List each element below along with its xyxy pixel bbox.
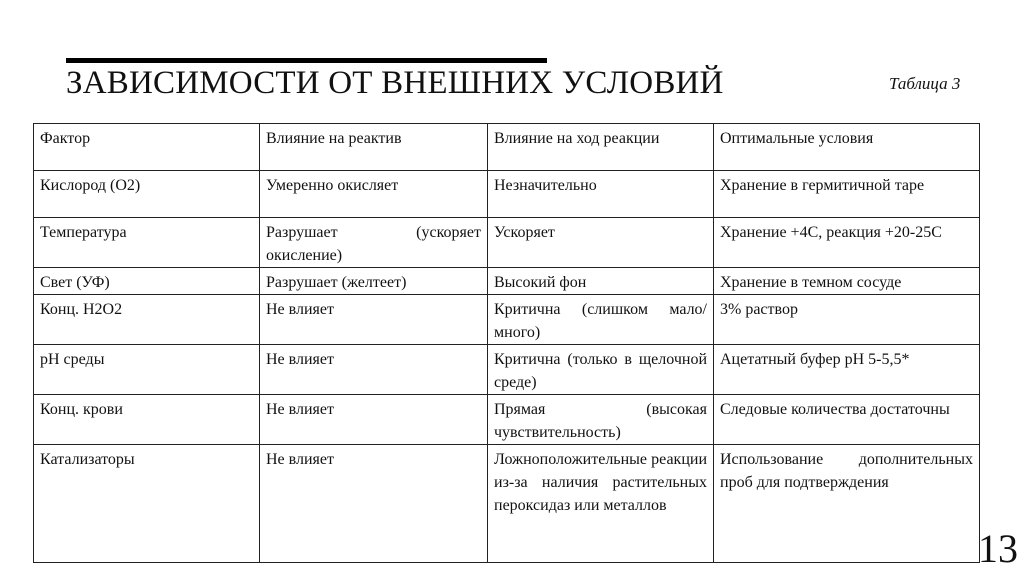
table-row bbox=[34, 345, 980, 395]
table-row bbox=[34, 268, 980, 295]
table-row bbox=[34, 218, 980, 268]
table-cell: Хранение +4С, реакция +20-25С bbox=[714, 218, 980, 268]
table-cell: Критична (только в щелочной среде) bbox=[488, 345, 714, 395]
table-cell: pH среды bbox=[34, 345, 260, 395]
table-cell: Не влияет bbox=[260, 395, 488, 445]
header-cell: Влияние на реактив bbox=[260, 124, 488, 171]
table-cell: 3% раствор bbox=[714, 295, 980, 345]
table-cell: Использование дополнительных проб для подтверждения bbox=[714, 445, 980, 563]
table-cell: Конц. крови bbox=[34, 395, 260, 445]
table-cell: Незначительно bbox=[488, 171, 714, 218]
table-cell: Не влияет bbox=[260, 445, 488, 563]
table-cell: Высокий фон bbox=[488, 268, 714, 295]
table-cell: Катализаторы bbox=[34, 445, 260, 563]
table-cell: Критична (слишком мало/много) bbox=[488, 295, 714, 345]
table-cell: Не влияет bbox=[260, 295, 488, 345]
table-cell: Температура bbox=[34, 218, 260, 268]
page-number: 13 bbox=[978, 526, 1018, 571]
table-cell: Кислород (О2) bbox=[34, 171, 260, 218]
table-row bbox=[34, 445, 980, 563]
table-cell: Ацетатный буфер pH 5-5,5* bbox=[714, 345, 980, 395]
table-cell: Свет (УФ) bbox=[34, 268, 260, 295]
table-cell: Ускоряет bbox=[488, 218, 714, 268]
table-cell: Прямая (высокая чувствительность) bbox=[488, 395, 714, 445]
table-cell: Не влияет bbox=[260, 345, 488, 395]
table-cell: Разрушает (желтеет) bbox=[260, 268, 488, 295]
table-label: Таблица 3 bbox=[889, 74, 961, 93]
table-cell: Умеренно окисляет bbox=[260, 171, 488, 218]
page-title: ЗАВИСИМОСТИ ОТ ВНЕШНИХ УСЛОВИЙ bbox=[66, 65, 724, 101]
conditions-table bbox=[33, 123, 980, 563]
table-row bbox=[34, 171, 980, 218]
table-cell: Конц. Н2О2 bbox=[34, 295, 260, 345]
header-cell: Оптимальные условия bbox=[714, 124, 980, 171]
table-cell: Хранение в гермитичной таре bbox=[714, 171, 980, 218]
table-cell: Разрушает (ускоряет окисление) bbox=[260, 218, 488, 268]
table-row bbox=[34, 295, 980, 345]
header-cell: Фактор bbox=[34, 124, 260, 171]
table-cell: Следовые количества достаточны bbox=[714, 395, 980, 445]
table-header-row bbox=[34, 124, 980, 171]
table-row bbox=[34, 395, 980, 445]
table-cell: Хранение в темном сосуде bbox=[714, 268, 980, 295]
header-cell: Влияние на ход реакции bbox=[488, 124, 714, 171]
table-cell: Ложноположительные реакции из-за наличия растительных пероксидаз или металлов bbox=[488, 445, 714, 563]
